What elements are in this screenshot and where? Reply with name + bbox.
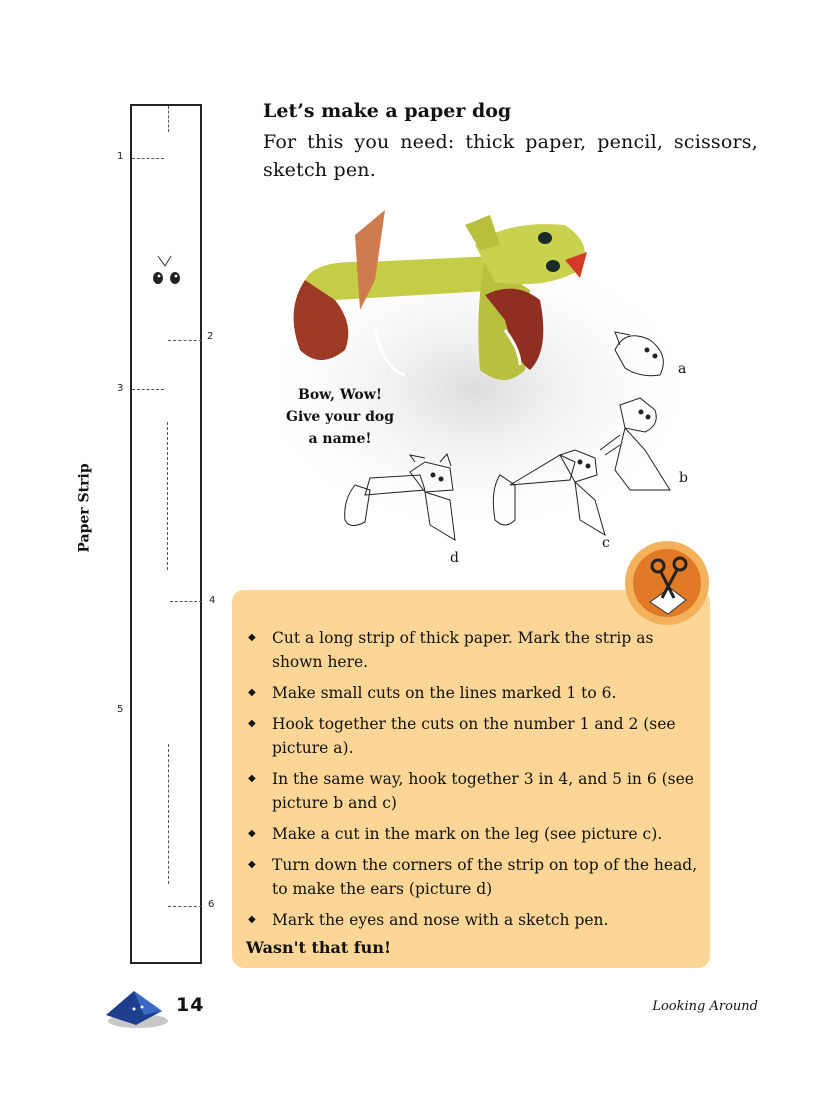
strip-mark-4: 4 [209, 595, 216, 606]
strip-line-2 [168, 340, 202, 341]
bullet-icon: ◆ [248, 632, 256, 643]
strip-cut-leg-1 [167, 422, 168, 570]
bullet-icon: ◆ [248, 718, 256, 729]
paper-strip [130, 104, 202, 964]
dog-caption-line-2: Give your dog [285, 409, 394, 425]
picture-label-d: d [450, 550, 459, 566]
bullet-icon: ◆ [248, 828, 256, 839]
instructions-list [232, 626, 710, 939]
dog-caption-line-3: a name! [308, 431, 372, 447]
strip-line-6 [168, 906, 202, 907]
strip-dog-face-icon [148, 254, 188, 288]
bullet-icon: ◆ [248, 773, 256, 784]
strip-cut-top [168, 106, 169, 132]
paper-strip-label: Paper Strip [76, 463, 93, 553]
picture-label-a: a [678, 361, 687, 377]
book-title: Looking Around [652, 999, 758, 1014]
bullet-icon: ◆ [248, 687, 256, 698]
instruction-step: ◆ Turn down the corners of the strip on top of the head, to make the ears (picture d) [232, 853, 710, 901]
instruction-step: ◆ Hook together the cuts on the number 1 and 2 (see picture a). [232, 712, 710, 760]
instruction-step: ◆ In the same way, hook together 3 in 4, and 5 in 6 (see picture b and c) [232, 767, 710, 815]
scissors-activity-icon [624, 540, 710, 626]
instructions-box [232, 590, 710, 968]
materials-text: For this you need: thick paper, pencil, scissors, sketch pen. [263, 131, 758, 181]
footer-decoration-icon [100, 985, 170, 1031]
closing-text: Wasn't that fun! [246, 938, 391, 957]
instruction-step: ◆ Make small cuts on the lines marked 1 to 6. [232, 681, 710, 705]
strip-mark-3: 3 [117, 383, 124, 394]
strip-mark-1: 1 [117, 151, 124, 162]
strip-cut-leg-2 [168, 744, 169, 884]
page-title: Let’s make a paper dog [263, 100, 512, 122]
paper-dog-illustration [275, 200, 715, 560]
strip-mark-6: 6 [208, 899, 215, 910]
strip-line-3 [132, 389, 164, 390]
page-number: 14 [176, 994, 205, 1016]
instruction-step: ◆ Cut a long strip of thick paper. Mark the strip as shown here. [232, 626, 710, 674]
strip-mark-5: 5 [117, 704, 124, 715]
bullet-icon: ◆ [248, 859, 256, 870]
picture-label-c: c [602, 535, 610, 551]
strip-line-4 [170, 601, 202, 602]
instruction-step: ◆ Make a cut in the mark on the leg (see picture c). [232, 822, 710, 846]
dog-caption [270, 384, 410, 450]
bullet-icon: ◆ [248, 914, 256, 925]
dog-caption-line-1: Bow, Wow! [298, 387, 382, 403]
strip-mark-2: 2 [207, 331, 214, 342]
picture-label-b: b [679, 470, 688, 486]
strip-line-1 [132, 158, 164, 159]
instruction-step: ◆ Mark the eyes and nose with a sketch pen. [232, 908, 710, 932]
